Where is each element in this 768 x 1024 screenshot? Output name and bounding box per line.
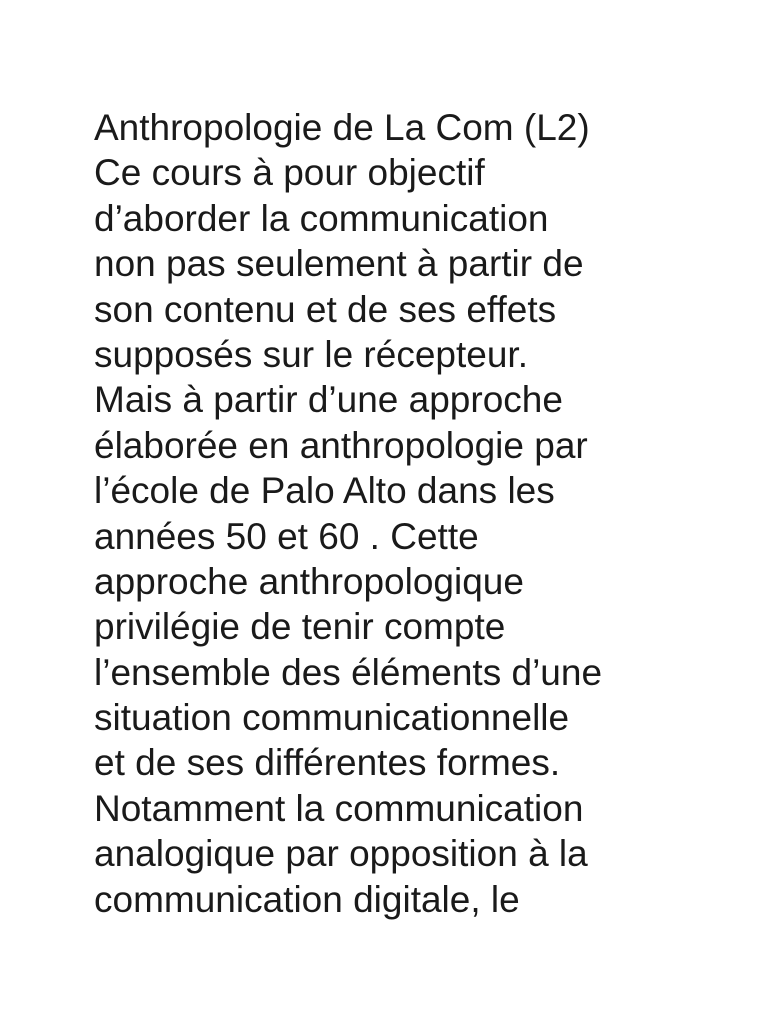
text-line-3: d’aborder la communication — [94, 197, 549, 239]
text-line-1: Anthropologie de La Com (L2) — [94, 107, 590, 148]
text-line-14: situation communicationnelle — [94, 697, 570, 739]
text-line-18: communication digitale, le — [94, 878, 520, 920]
text-line-17: analogique par opposition à la — [94, 833, 588, 875]
text-line-13: l’ensemble des éléments d’une — [94, 651, 603, 693]
text-line-9: l’école de Palo Alto dans les — [94, 470, 555, 512]
text-line-7: Mais à partir d’une approche — [94, 379, 563, 421]
text-line-6: supposés sur le récepteur. — [94, 333, 528, 375]
text-line-15: et de ses différentes formes. — [94, 742, 561, 784]
text-line-8: élaborée en anthropologie par — [94, 424, 588, 466]
text-line-4: non pas seulement à partir de — [94, 243, 584, 285]
text-line-12: privilégie de tenir compte — [94, 606, 506, 648]
text-line-5: son contenu et de ses effets — [94, 288, 557, 330]
text-line-11: approche anthropologique — [94, 560, 524, 602]
text-line-16: Notamment la communication — [94, 787, 584, 829]
document-text — [94, 105, 754, 922]
text-line-10: années 50 et 60 . Cette — [94, 515, 479, 557]
text-line-2: Ce cours à pour objectif — [94, 152, 485, 194]
